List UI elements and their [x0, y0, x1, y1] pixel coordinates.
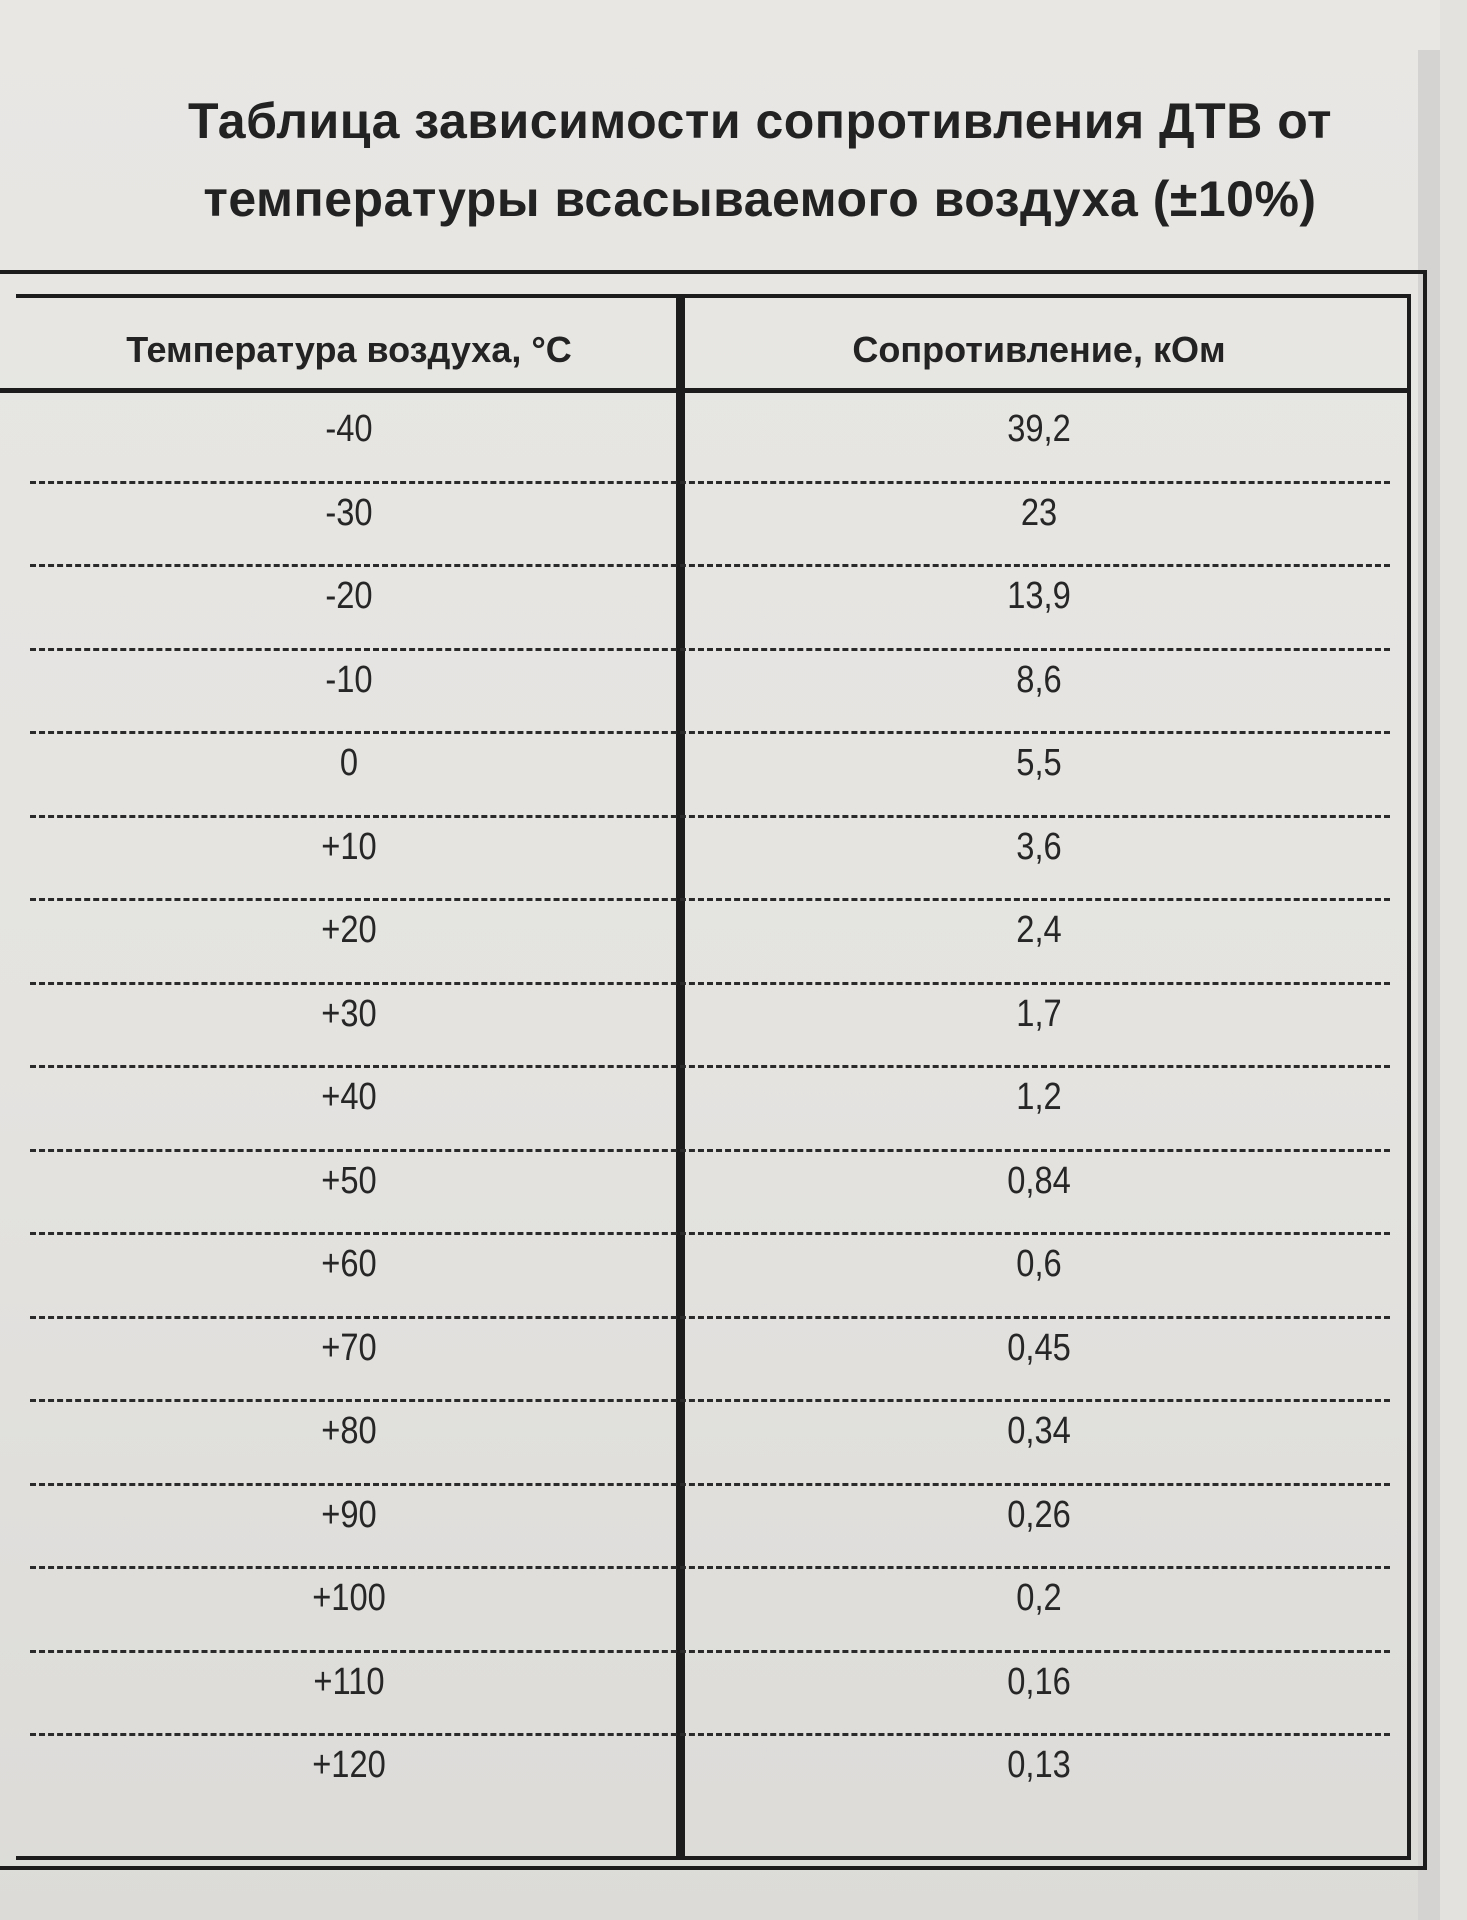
row-separator — [30, 1566, 1390, 1569]
cell-temperature: -40 — [325, 408, 373, 450]
row-separator — [30, 815, 1390, 818]
cell-resistance: 0,6 — [1016, 1243, 1062, 1285]
row-separator — [30, 1733, 1390, 1736]
cell-temperature: +50 — [321, 1159, 377, 1202]
cell-temperature: +10 — [321, 825, 377, 868]
cell-resistance: 3,6 — [1016, 825, 1062, 868]
row-separator — [30, 898, 1390, 901]
cell-temperature: -20 — [325, 575, 373, 617]
table-row — [0, 1070, 1411, 1154]
cell-resistance: 0,84 — [1007, 1159, 1071, 1202]
header-rule — [0, 388, 1411, 393]
table-row — [0, 1321, 1411, 1405]
row-separator — [30, 481, 1390, 484]
table-row — [0, 1404, 1411, 1488]
table-row — [0, 486, 1411, 570]
cell-temperature: +40 — [321, 1076, 377, 1118]
cell-resistance: 0,26 — [1007, 1493, 1071, 1536]
table-row — [0, 820, 1411, 904]
cell-resistance: 1,7 — [1016, 992, 1062, 1035]
cell-temperature: +100 — [312, 1577, 386, 1619]
table-row — [0, 1237, 1411, 1321]
cell-temperature: +110 — [313, 1660, 385, 1703]
cell-temperature: -30 — [325, 491, 373, 534]
cell-resistance: 0,34 — [1007, 1410, 1071, 1452]
cell-resistance: 0,13 — [1007, 1744, 1071, 1786]
table-row — [0, 1154, 1411, 1238]
table-row — [0, 402, 1411, 486]
row-separator — [30, 1316, 1390, 1319]
row-separator — [30, 564, 1390, 567]
cell-resistance: 39,2 — [1007, 408, 1071, 450]
header-resistance: Сопротивление, кОм — [852, 329, 1226, 370]
cell-temperature: +60 — [321, 1243, 377, 1285]
cell-resistance: 5,5 — [1016, 742, 1062, 784]
row-separator — [30, 1149, 1390, 1152]
row-separator — [30, 1650, 1390, 1653]
table-row — [0, 1738, 1411, 1822]
table-title — [110, 82, 1410, 238]
row-separator — [30, 1232, 1390, 1235]
cell-resistance: 0,16 — [1007, 1660, 1071, 1703]
cell-resistance: 1,2 — [1016, 1076, 1062, 1118]
cell-resistance: 13,9 — [1007, 575, 1071, 617]
cell-resistance: 23 — [1020, 491, 1058, 534]
cell-temperature: +70 — [321, 1326, 377, 1369]
cell-temperature: +20 — [321, 909, 377, 951]
table-title-line-1: Таблица зависимости сопротивления ДТВ от — [188, 93, 1332, 149]
row-separator — [30, 1483, 1390, 1486]
table-row — [0, 653, 1411, 737]
cell-temperature: +90 — [321, 1493, 377, 1536]
cell-temperature: 0 — [339, 742, 359, 784]
resistance-table — [0, 270, 1427, 1870]
table-row — [0, 569, 1411, 653]
table-row — [0, 987, 1411, 1071]
table-row — [0, 903, 1411, 987]
table-body — [0, 402, 1411, 1822]
cell-temperature: -10 — [325, 658, 373, 701]
cell-temperature: +80 — [321, 1410, 377, 1452]
row-separator — [30, 1065, 1390, 1068]
cell-temperature: +120 — [312, 1744, 386, 1786]
row-separator — [30, 982, 1390, 985]
cell-resistance: 8,6 — [1016, 658, 1062, 701]
cell-resistance: 2,4 — [1016, 909, 1062, 951]
row-separator — [30, 731, 1390, 734]
cell-resistance: 0,2 — [1016, 1577, 1062, 1619]
cell-resistance: 0,45 — [1007, 1326, 1071, 1369]
table-row — [0, 1571, 1411, 1655]
cell-temperature: +30 — [321, 992, 377, 1035]
table-title-line-2: температуры всасываемого воздуха (±10%) — [203, 171, 1317, 227]
row-separator — [30, 648, 1390, 651]
header-temperature: Температура воздуха, °C — [126, 329, 572, 370]
table-row — [0, 1655, 1411, 1739]
table-row — [0, 1488, 1411, 1572]
table-row — [0, 736, 1411, 820]
row-separator — [30, 1399, 1390, 1402]
